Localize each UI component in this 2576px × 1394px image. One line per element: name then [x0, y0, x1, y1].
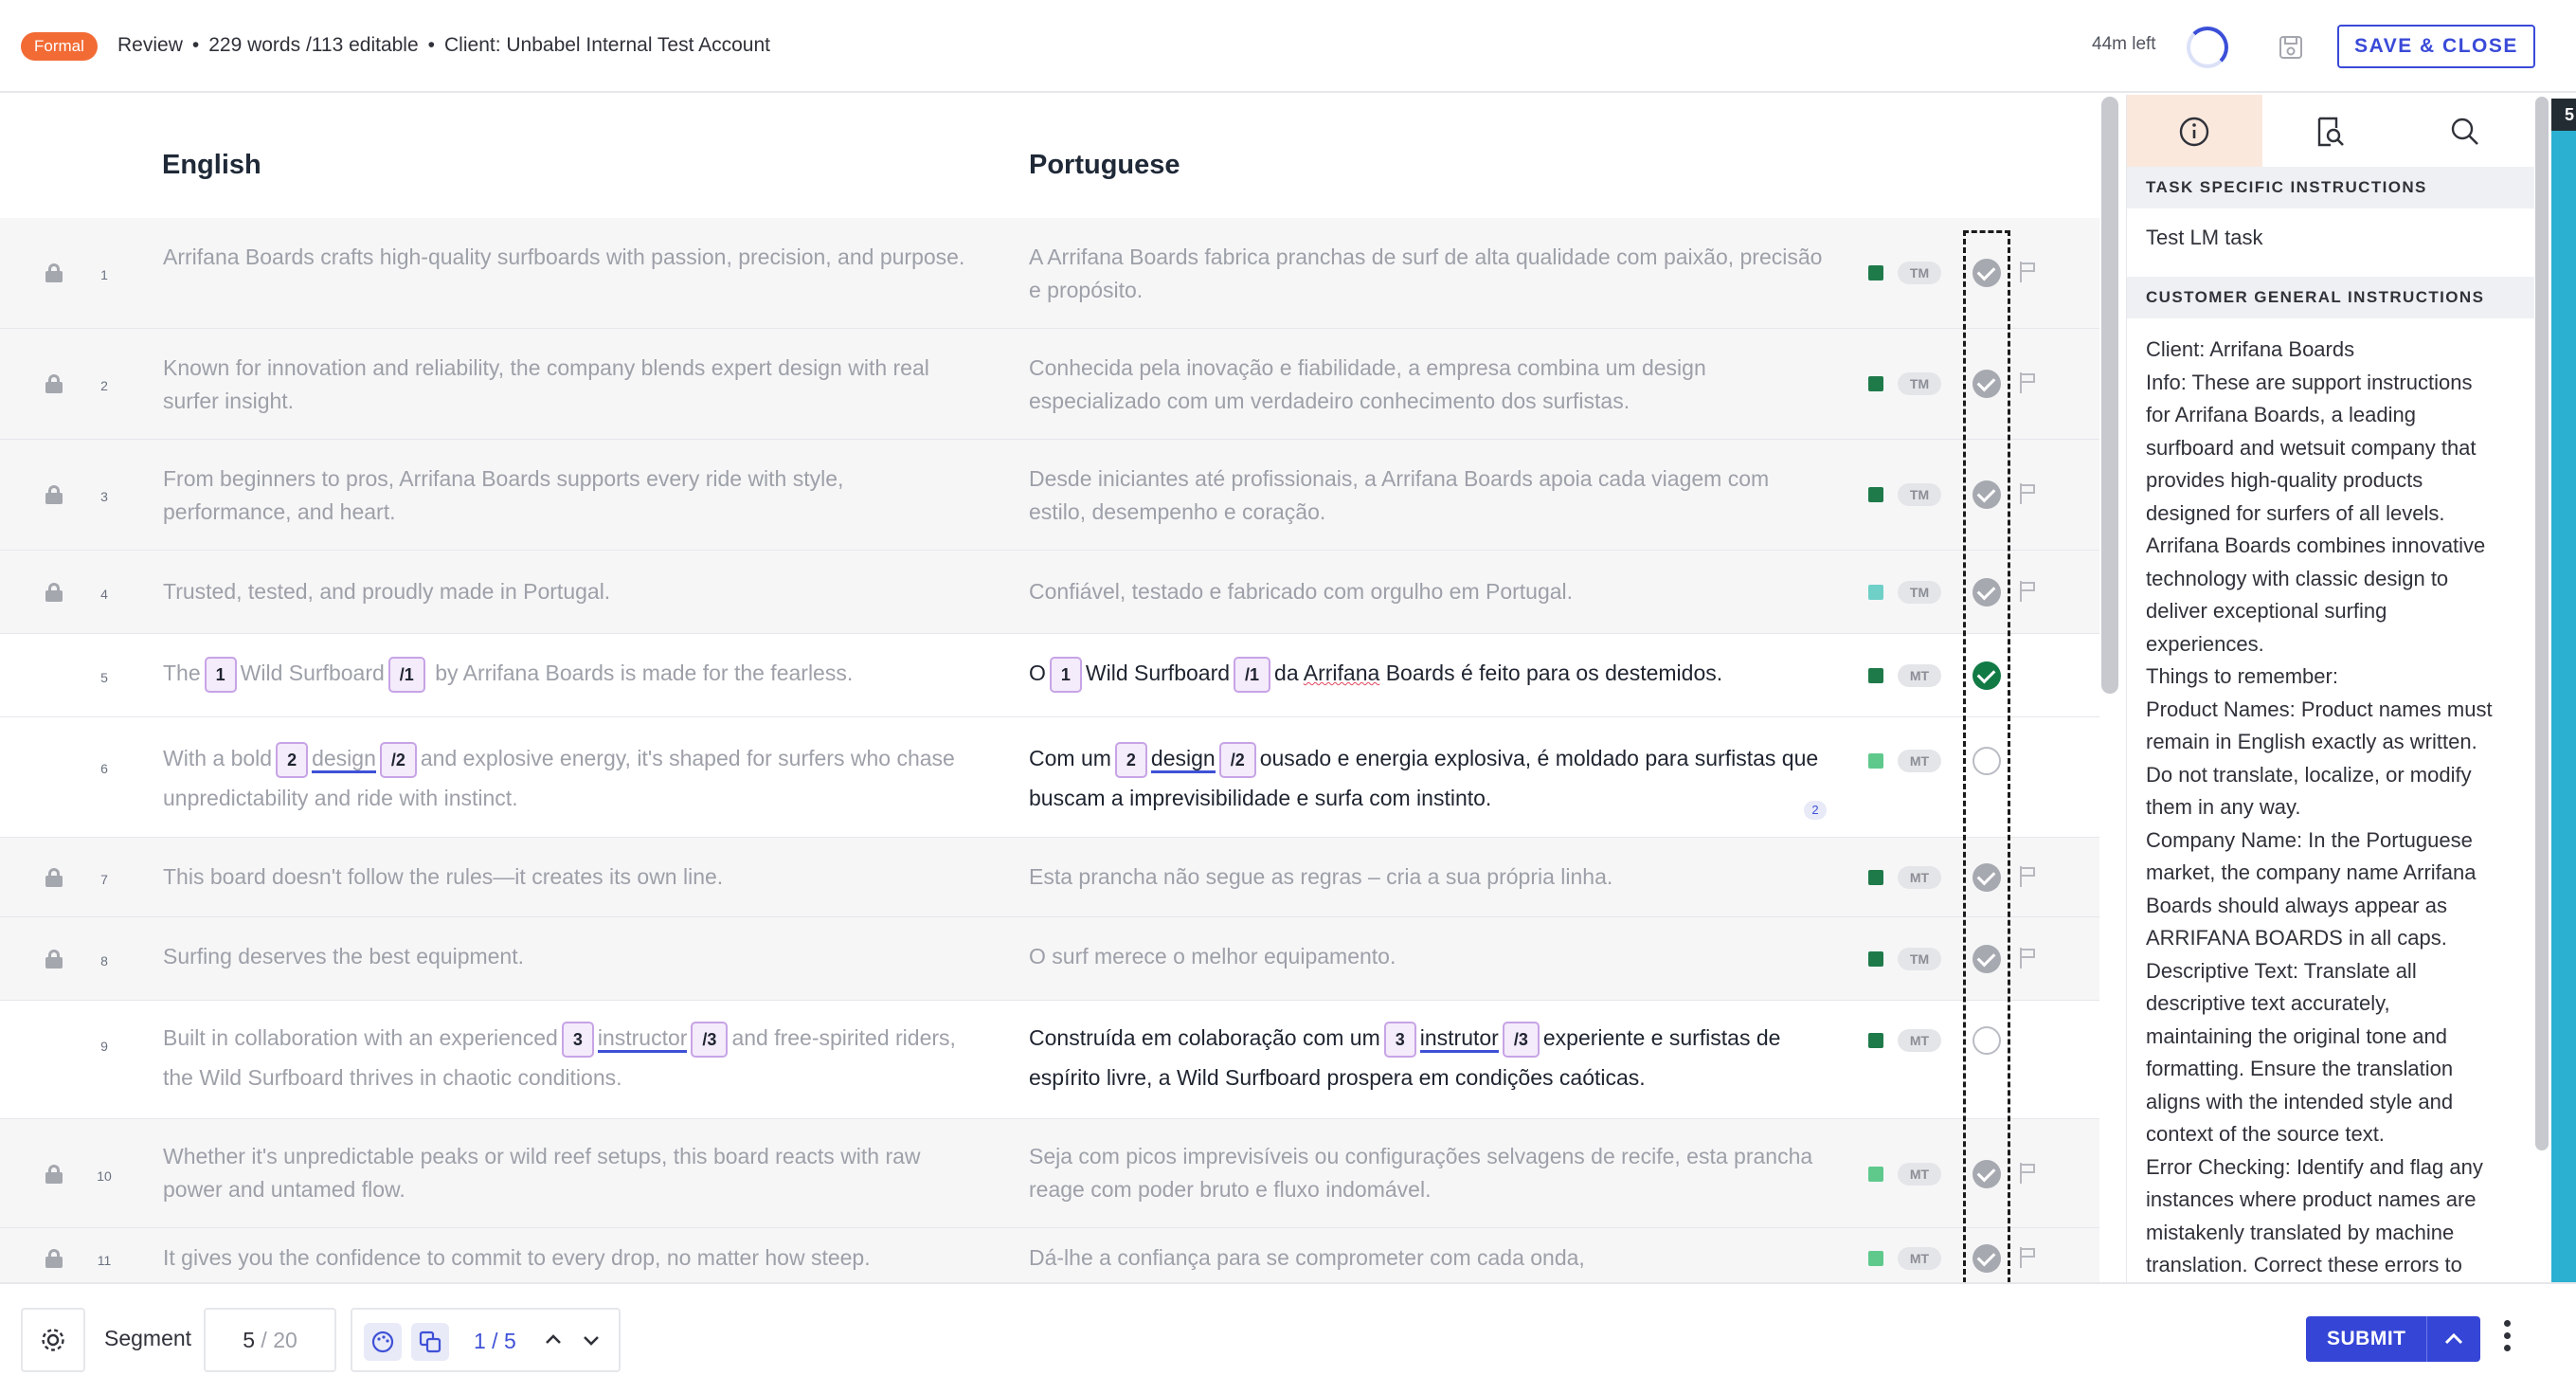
lock-icon	[45, 1249, 63, 1268]
segment-number: 11	[97, 1253, 112, 1268]
instruction-line: ARRIFANA BOARDS in all caps.	[2146, 926, 2447, 950]
chevron-up-icon[interactable]	[542, 1329, 565, 1351]
tm-marker	[1868, 376, 1883, 391]
formal-badge: Formal	[21, 32, 98, 61]
submit-button[interactable]	[2306, 1316, 2480, 1362]
instruction-line: deliver exceptional surfing	[2146, 599, 2387, 623]
instruction-line: Arrifana Boards combines innovative	[2146, 534, 2486, 557]
inline-tag[interactable]: 1	[205, 657, 237, 693]
segment-total: 20	[273, 1328, 297, 1352]
spelling-flag[interactable]: Arrifana	[1303, 661, 1380, 686]
instruction-line: provides high-quality products	[2146, 468, 2423, 492]
flag-icon[interactable]	[2020, 1163, 2037, 1184]
inline-tag[interactable]: 2	[276, 742, 308, 778]
mt-marker	[1868, 870, 1883, 885]
submit-label: SUBMIT	[2327, 1328, 2406, 1349]
origin-pill: MT	[1898, 1163, 1941, 1186]
origin-pill: TM	[1898, 581, 1941, 604]
bottom-toolbar	[0, 1282, 2576, 1394]
segment-number: 5	[100, 670, 108, 685]
tm-marker	[1868, 487, 1883, 502]
client-label: Client: Unbabel Internal Test Account	[444, 34, 771, 56]
instruction-line: instances where product names are	[2146, 1187, 2477, 1211]
segment-number: 7	[100, 872, 108, 887]
inline-tag[interactable]: /1	[1234, 657, 1270, 693]
source-text: Built in collaboration with an experienced 3 instructor /3 and free-spirited riders, the Wild Surfboard thrives in chaotic conditions.	[163, 1018, 968, 1097]
tm-marker	[1868, 585, 1883, 600]
target-text[interactable]: A Arrifana Boards fabrica pranchas de surf de alta qualidade com paixão, precisão e propósito.	[1029, 244, 1823, 302]
lock-icon	[45, 1165, 63, 1184]
timer-progress-icon	[2187, 27, 2228, 68]
instruction-line: Product Names: Product names must	[2146, 697, 2493, 721]
gear-icon	[39, 1326, 67, 1354]
inline-tag[interactable]: /3	[691, 1022, 728, 1058]
origin-pill: MT	[1898, 750, 1941, 772]
flag-icon[interactable]	[2020, 262, 2037, 282]
inline-tag[interactable]: 3	[562, 1022, 594, 1058]
flag-icon[interactable]	[2020, 483, 2037, 504]
segment-editor	[0, 95, 2099, 1282]
task-instructions-heading: TASK SPECIFIC INSTRUCTIONS	[2127, 167, 2534, 208]
copy-icon	[418, 1330, 442, 1354]
source-text: Whether it's unpredictable peaks or wild reef setups, this board reacts with raw power and untamed flow.	[163, 1144, 921, 1202]
inline-tag[interactable]: /2	[1219, 742, 1256, 778]
save-and-close-button[interactable]: SAVE & CLOSE	[2337, 25, 2535, 68]
target-text[interactable]: Dá-lhe a confiança para se comprometer com cada onda,	[1029, 1245, 1585, 1270]
time-left: 44m left	[2092, 34, 2156, 54]
tab-search[interactable]	[2398, 95, 2533, 172]
lock-icon	[45, 950, 63, 969]
task-instructions-text: Test LM task	[2146, 226, 2263, 249]
source-text: The 1 Wild Surfboard /1 by Arrifana Boards is made for the fearless.	[163, 657, 968, 693]
lock-icon	[45, 485, 63, 504]
mode-label: Review	[117, 34, 183, 56]
top-bar	[0, 0, 2576, 93]
editor-scrollbar[interactable]	[2101, 97, 2118, 694]
instruction-line: experiences.	[2146, 631, 2264, 656]
origin-pill: TM	[1898, 262, 1941, 284]
inline-tag[interactable]: 3	[1384, 1022, 1416, 1058]
segment-row[interactable]	[0, 440, 2099, 551]
inline-tag[interactable]: 1	[1050, 657, 1082, 693]
flag-icon[interactable]	[2020, 372, 2037, 393]
flag-icon[interactable]	[2020, 866, 2037, 887]
mt-marker	[1868, 1033, 1883, 1048]
origin-pill: MT	[1898, 866, 1941, 889]
settings-button[interactable]	[21, 1308, 85, 1372]
instruction-line: for Arrifana Boards, a leading	[2146, 403, 2416, 426]
instruction-line: context of the source text.	[2146, 1122, 2385, 1146]
instruction-line: descriptive text accurately,	[2146, 991, 2390, 1015]
instruction-line: Do not translate, localize, or modify	[2146, 762, 2472, 787]
mt-marker	[1868, 668, 1883, 683]
instruction-line: Boards should always appear as	[2146, 893, 2447, 917]
lock-icon	[45, 374, 63, 393]
instruction-line: mistakenly translated by machine	[2146, 1220, 2455, 1244]
target-text[interactable]: Seja com picos imprevisíveis ou configurações selvagens de recife, esta prancha reage com poder bruto e fluxo indomável.	[1029, 1144, 1813, 1202]
instruction-line: designed for surfers of all levels.	[2146, 500, 2445, 525]
tab-info[interactable]	[2127, 95, 2262, 172]
tab-preview[interactable]	[2262, 95, 2398, 172]
status-column-highlight	[1963, 230, 2010, 1292]
instruction-line: Descriptive Text: Translate all	[2146, 958, 2417, 983]
target-text[interactable]: Esta prancha não segue as regras – cria a sua própria linha.	[1029, 864, 1613, 889]
instruction-line: formatting. Ensure the translation	[2146, 1057, 2454, 1080]
source-text: With a bold 2 design /2 and explosive energy, it's shaped for surfers who chase unpredictability and ride with instinct.	[163, 738, 968, 818]
target-language-heading: Portuguese	[1029, 150, 1180, 180]
segment-row[interactable]	[0, 717, 2099, 838]
palette-toggle-button[interactable]	[364, 1323, 402, 1361]
segment-input[interactable]: 5 / 20	[204, 1308, 336, 1372]
search-icon	[2449, 116, 2481, 148]
segment-number: 8	[100, 953, 108, 969]
origin-pill: MT	[1898, 1247, 1941, 1270]
instruction-line: translation. Correct these errors to	[2146, 1253, 2462, 1276]
segment-row[interactable]	[0, 917, 2099, 1001]
tm-matches-button[interactable]	[411, 1323, 449, 1361]
panel-tabs	[2127, 95, 2534, 172]
segment-number: 10	[97, 1168, 112, 1184]
source-text: Surfing deserves the best equipment.	[163, 944, 525, 969]
flag-icon[interactable]	[2020, 1247, 2037, 1268]
issue-counter: 1 / 5	[474, 1329, 516, 1353]
tm-marker	[1868, 265, 1883, 281]
instruction-line: aligns with the intended style and	[2146, 1089, 2454, 1113]
document-search-icon	[2314, 116, 2346, 148]
instruction-line: Info: These are support instructions	[2146, 370, 2473, 394]
segment-number: 3	[100, 489, 108, 504]
mt-marker	[1868, 1167, 1883, 1182]
mt-marker	[1868, 1251, 1883, 1266]
corner-mark: 5	[2551, 99, 2576, 131]
source-text: This board doesn't follow the rules—it creates its own line.	[163, 864, 724, 889]
segment-number: 1	[100, 267, 108, 282]
instruction-line: surfboard and wetsuit company that	[2146, 435, 2477, 460]
target-text[interactable]: O surf merece o melhor equipamento.	[1029, 944, 1396, 969]
segment-current: 5	[243, 1328, 256, 1352]
origin-pill: MT	[1898, 1029, 1941, 1052]
palette-icon	[370, 1330, 395, 1354]
inline-tag[interactable]: 2	[1115, 742, 1147, 778]
save-icon[interactable]	[2278, 34, 2304, 61]
tm-marker	[1868, 951, 1883, 967]
instruction-line: them in any way.	[2146, 795, 2301, 819]
mt-marker	[1868, 753, 1883, 769]
origin-pill: TM	[1898, 372, 1941, 395]
segment-row[interactable]	[0, 838, 2099, 917]
source-text: Arrifana Boards crafts high-quality surfboards with passion, precision, and purpose.	[163, 244, 965, 269]
instruction-line: Error Checking: Identify and flag any	[2146, 1154, 2483, 1179]
side-strip	[2551, 99, 2576, 1293]
segment-row[interactable]	[0, 329, 2099, 440]
segment-row[interactable]	[0, 1001, 2099, 1119]
lock-icon	[45, 263, 63, 282]
origin-pill: TM	[1898, 948, 1941, 970]
word-count: 229 words /113 editable	[208, 34, 419, 56]
segment-row[interactable]	[0, 218, 2099, 329]
source-text: Trusted, tested, and proudly made in Portugal.	[163, 579, 611, 604]
segment-number: 6	[100, 761, 108, 776]
segment-number: 2	[100, 378, 108, 393]
task-info: Review • 229 words /113 editable • Client: Unbabel Internal Test Account	[117, 34, 771, 56]
lock-icon	[45, 583, 63, 602]
segment-row-active[interactable]	[0, 634, 2099, 717]
inline-tag[interactable]: /3	[1503, 1022, 1540, 1058]
target-text[interactable]: Com um 2 design /2 ousado e energia explosiva, é moldado para surfistas que buscam a imprevisibilidade e surfa com instinto.	[1029, 738, 1825, 818]
segment-number: 9	[100, 1039, 108, 1054]
target-text[interactable]: Conhecida pela inovação e fiabilidade, a empresa combina um design especializado com um verdadeiro conhecimento dos surfistas.	[1029, 355, 1706, 413]
instruction-line: maintaining the original tone and	[2146, 1023, 2448, 1048]
inline-tag[interactable]: /2	[380, 742, 417, 778]
target-text[interactable]: O 1 Wild Surfboard /1 da Arrifana Boards é feito para os destemidos.	[1029, 657, 1825, 693]
source-text: It gives you the confidence to commit to every drop, no matter how steep.	[163, 1245, 871, 1270]
segment-row[interactable]	[0, 1119, 2099, 1228]
info-icon	[2178, 116, 2210, 148]
target-text[interactable]: Construída em colaboração com um 3 instrutor /3 experiente e surfistas de espírito livre, a Wild Surfboard prospera em condições caóticas.	[1029, 1018, 1825, 1097]
segment-row[interactable]	[0, 1228, 2099, 1282]
instruction-line: technology with classic design to	[2146, 566, 2449, 590]
instruction-line: Client: Arrifana Boards	[2146, 337, 2355, 361]
instruction-line: remain in English exactly as written.	[2146, 730, 2477, 753]
segment-label: Segment	[104, 1326, 192, 1350]
target-text[interactable]: Confiável, testado e fabricado com orgulho em Portugal.	[1029, 579, 1574, 604]
source-text: From beginners to pros, Arrifana Boards supports every ride with style, performance, and heart.	[163, 466, 844, 524]
instruction-line: Things to remember:	[2146, 664, 2338, 688]
source-text: Known for innovation and reliability, the company blends expert design with real surfer insight.	[163, 355, 929, 413]
customer-instructions-text	[2146, 334, 2525, 1282]
issue-navigator	[351, 1308, 621, 1372]
lock-icon	[45, 868, 63, 887]
customer-instructions-heading: CUSTOMER GENERAL INSTRUCTIONS	[2127, 277, 2534, 318]
instruction-line: market, the company name Arrifana	[2146, 860, 2477, 884]
instructions-panel	[2126, 95, 2533, 1282]
instruction-line: Company Name: In the Portuguese	[2146, 827, 2473, 852]
origin-pill: MT	[1898, 664, 1941, 687]
more-options-icon[interactable]	[2502, 1320, 2512, 1354]
inline-tag[interactable]: /1	[388, 657, 425, 693]
segment-row[interactable]	[0, 551, 2099, 634]
chevron-up-icon[interactable]	[2440, 1326, 2468, 1352]
target-text[interactable]: Desde iniciantes até profissionais, a Arrifana Boards apoia cada viagem com estilo, desempenho e coração.	[1029, 466, 1770, 524]
source-language-heading: English	[162, 150, 261, 180]
chevron-down-icon[interactable]	[580, 1329, 603, 1351]
origin-pill: TM	[1898, 483, 1941, 506]
flag-icon[interactable]	[2020, 948, 2037, 969]
flag-icon[interactable]	[2020, 581, 2037, 602]
segment-number: 4	[100, 587, 108, 602]
comment-count-badge[interactable]: 2	[1804, 801, 1827, 820]
panel-scrollbar[interactable]	[2535, 97, 2549, 1150]
